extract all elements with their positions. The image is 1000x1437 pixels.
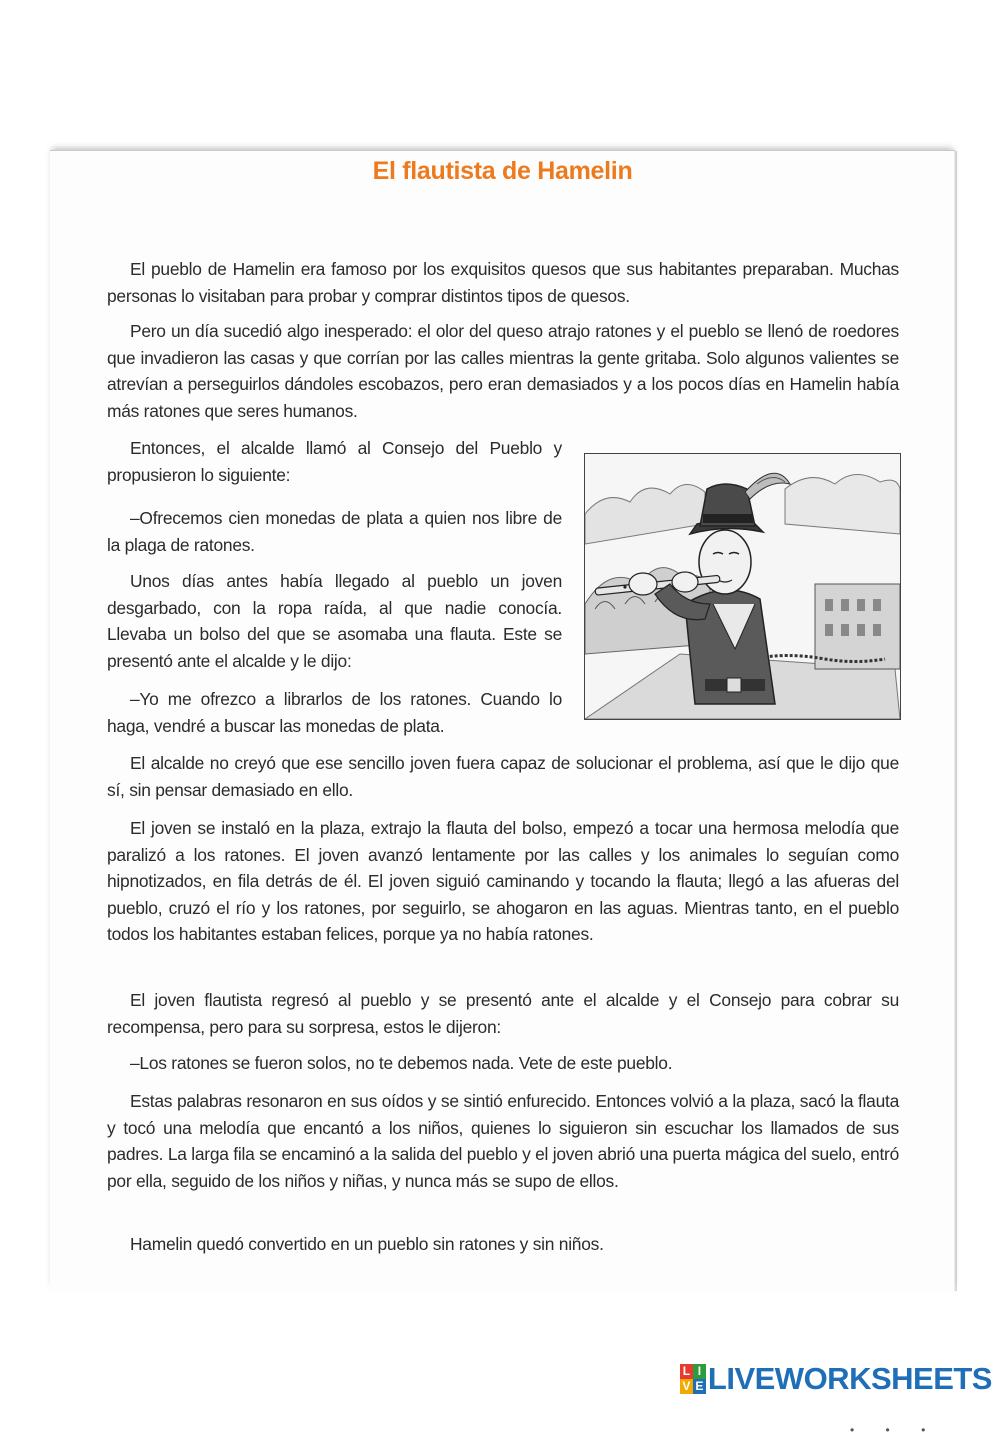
liveworksheets-logo [680,1359,992,1399]
paragraph-1: El pueblo de Hamelin era famoso por los exquisitos quesos que sus habitantes preparaban. Muchas personas lo visitaban para probar y comprar distintos tipos de quesos. [107,259,899,306]
logo-wordmark: LIVEWORKSHEETS [707,1361,992,1396]
paragraph-10-dialogue: –Los ratones se fueron solos, no te debemos nada. Vete de este pueblo. [130,1053,673,1073]
pied-piper-illustration [584,453,901,720]
paragraph-7: El alcalde no creyó que ese sencillo joven fuera capaz de solucionar el problema, así que le dijo que sí, sin pensar demasiado en ello. [107,753,899,800]
paragraph-5: Unos días antes había llegado al pueblo un joven desgarbado, con la ropa raída, al que nadie conocía. Llevaba un bolso del que se asomaba una flauta. Este se presentó ante el alcalde y le dijo: [107,571,562,671]
paragraph-12: Hamelin quedó convertido en un pueblo sin ratones y sin niños. [130,1234,604,1254]
paragraph-6-dialogue: –Yo me ofrezco a librarlos de los ratones. Cuando lo haga, vendré a buscar las monedas de plata. [107,689,562,736]
logo-tile-v: V [680,1379,693,1394]
logo-tile-i: I [693,1364,706,1379]
paragraph-11: Estas palabras resonaron en sus oídos y se sintió enfurecido. Entonces volvió a la plaza, sacó la flauta y tocó una melodía que encantó a los niños, quienes lo siguieron sin escuchar los llamados de sus padres. La larga fila se encaminó a la salida del pueblo y el joven abrió una puerta mágica del suelo, entró por ella, seguido de los niños y niñas, y nunca más se supo de ellos. [107,1091,899,1191]
paragraph-8: El joven se instaló en la plaza, extrajo la flauta del bolso, empezó a tocar una hermosa melodía que paralizó a los ratones. El joven avanzó lentamente por las calles y los animales lo seguían como hipnotizados, en fila detrás de él. El joven siguió caminando y tocando la flauta; llegó a las afueras del pueblo, cruzó el río y los ratones, por seguirlo, se ahogaron en las aguas. Mientras tanto, en el pueblo todos los habitantes estaban felices, porque ya no había ratones. [107,818,899,944]
story-title: El flautista de Hamelin [372,157,633,185]
logo-tiles [680,1364,706,1394]
paragraph-4-dialogue: –Ofrecemos cien monedas de plata a quien nos libre de la plaga de ratones. [107,508,562,555]
paragraph-9: El joven flautista regresó al pueblo y se presentó ante el alcalde y el Consejo para cobrar su recompensa, pero para su sorpresa, estos le dijeron: [107,990,899,1037]
flute-player-drawing [585,454,900,719]
page-end-dots: • • • [850,1423,940,1437]
paragraph-2: Pero un día sucedió algo inesperado: el olor del queso atrajo ratones y el pueblo se llenó de roedores que invadieron las casas y que corrían por las calles mientras la gente gritaba. Solo algunos valientes se atrevían a perseguirlos dándoles escobazos, pero eran demasiados y a los pocos días en Hamelin había más ratones que seres humanos. [107,321,899,421]
logo-tile-e: E [693,1379,706,1394]
logo-tile-l: L [680,1364,693,1379]
paragraph-3: Entonces, el alcalde llamó al Consejo del Pueblo y propusieron lo siguiente: [107,438,562,485]
